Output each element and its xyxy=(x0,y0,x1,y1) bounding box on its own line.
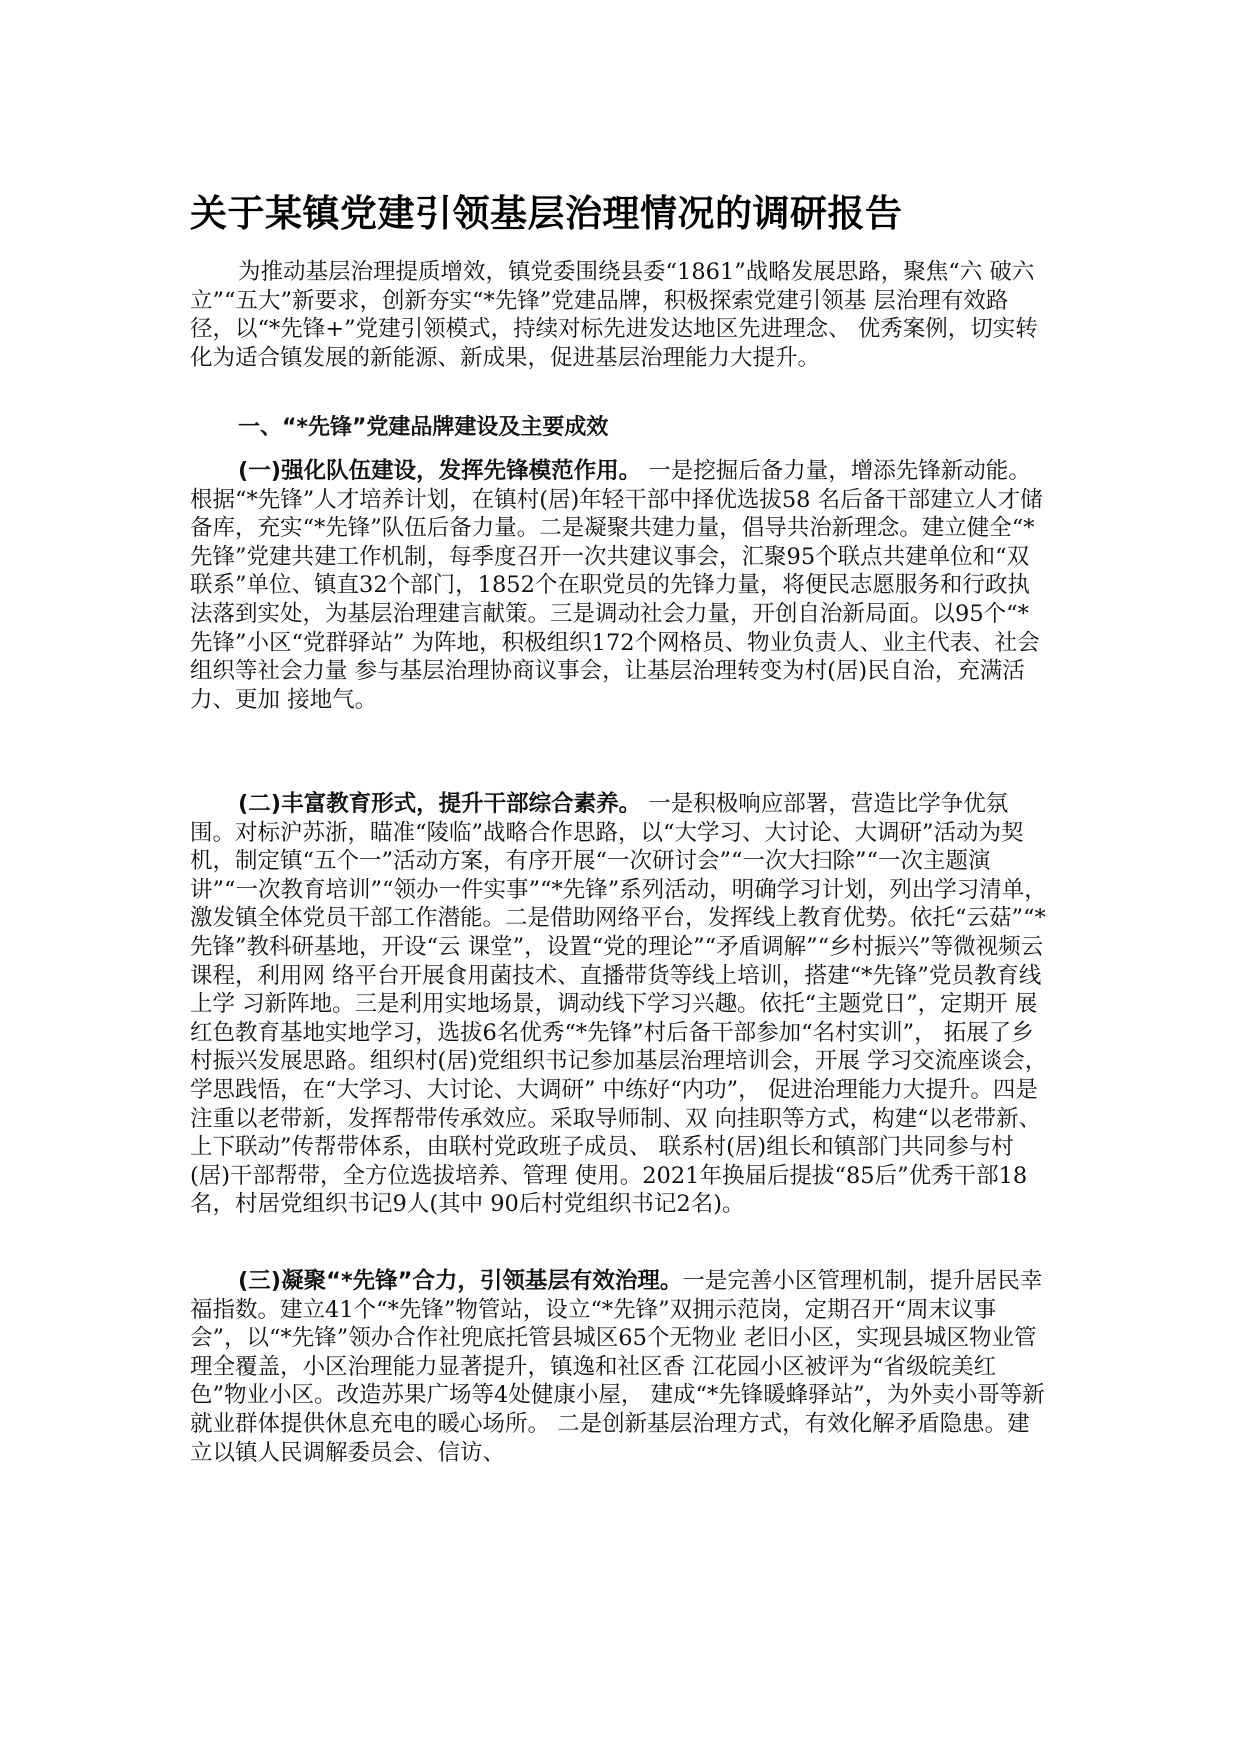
paragraph-text: 一是完善小区管理机制，提升居民幸福指数。建立41个“*先锋”物管站，设立“*先锋”双拥示范岗，定期召开“周末议事会”，以“*先锋”领办合作社兜底托管县城区65个无物业 老旧小区，实现县城区物业管理全覆盖，小区治理能力显著提升，镇逸和社区香 江花园小区被评为“省级皖美红色”物业小区。改造苏果广场等4处健康小屋， 建成“*先锋暖蜂驿站”，为外卖小哥等新就业群体提供休息充电的暖心场所。 二是创新基层治理方式，有效化解矛盾隐患。建立以镇人民调解委员会、信访、 xyxy=(190,1268,1045,1466)
section-heading: 一、“*先锋”党建品牌建设及主要成效 xyxy=(238,415,609,440)
subheading-education: (二)丰富教育形式，提升干部综合素养。 xyxy=(238,791,642,817)
paragraph-education xyxy=(190,790,1050,1219)
document-title: 关于某镇党建引领基层治理情况的调研报告 xyxy=(190,192,903,235)
intro-paragraph: 为推动基层治理提质增效，镇党委围绕县委“1861”战略发展思路，聚焦“六 破六立”“五大”新要求，创新夯实“*先锋”党建品牌，积极探索党建引领基 层治理有效路径，以“*先锋+”党建引领模式，持续对标先进发达地区先进理念、 优秀案例，切实转化为适合镇发展的新能源、新成果，促进基层治理能力大提升。 xyxy=(190,259,1038,371)
subheading-governance: (三)凝聚“*先锋”合力，引领基层有效治理。 xyxy=(238,1268,683,1294)
paragraph-governance xyxy=(190,1267,1050,1467)
paragraph-text: 一是积极响应部署，营造比学争优氛围。对标沪苏浙，瞄准“陵临”战略合作思路，以“大学习、大讨论、大调研”活动为契机，制定镇“五个一”活动方案，有序开展“一次研讨会”“一次大扫除”“一次主题演讲”“一次教育培训”“领办一件实事”“*先锋”系列活动，明确学习计划，列出学习清单，激发镇全体党员干部工作潜能。二是借助网络平台，发挥线上教育优势。依托“云菇”“*先锋”教科研基地，开设“云 课堂”，设置“党的理论”“矛盾调解”“乡村振兴”等微视频云课程，利用网 络平台开展食用菌技术、直播带货等线上培训，搭建“*先锋”党员教育线上学 习新阵地。三是利用实地场景，调动线下学习兴趣。依托“主题党日”，定期开 展红色教育基地实地学习，选拔6名优秀“*先锋”村后备干部参加“名村实训”， 拓展了乡村振兴发展思路。组织村(居)党组织书记参加基层治理培训会，开展 学习交流座谈会，学思践悟，在“大学习、大讨论、大调研” 中练好“内功”， 促进治理能力大提升。四是注重以老带新，发挥帮带传承效应。采取导师制、双 向挂职等方式，构建“以老带新、上下联动”传帮带体系，由联村党政班子成员、 联系村(居)组长和镇部门共同参与村(居)干部帮带，全方位选拔培养、管理 使用。2021年换届后提拔“85后”优秀干部18名，村居党组织书记9人(其中 90后村党组织书记2名)。 xyxy=(190,791,1048,1218)
paragraph-text: 一是挖掘后备力量，增添先锋新动能。根据“*先锋”人才培养计划，在镇村(居)年轻干部中择优选拔58 名后备干部建立人才储备库，充实“*先锋”队伍后备力量。二是凝聚共建力量，倡导共治新理念。建立健全“*先锋”党建共建工作机制，每季度召开一次共建议事会，汇聚95个联点共建单位和“双联系”单位、镇直32个部门，1852个在职党员的先锋力量，将便民志愿服务和行政执法落到实处，为基层治理建言献策。三是调动社会力量，开创自治新局面。以95个“*先锋”小区“党群驿站” 为阵地，积极组织172个网格员、物业负责人、业主代表、社会组织等社会力量 参与基层治理协商议事会，让基层治理转变为村(居)民自治，充满活力、更加 接地气。 xyxy=(190,458,1043,713)
paragraph-team-building xyxy=(190,457,1050,714)
subheading-team-building: (一)强化队伍建设，发挥先锋模范作用。 xyxy=(238,458,642,484)
